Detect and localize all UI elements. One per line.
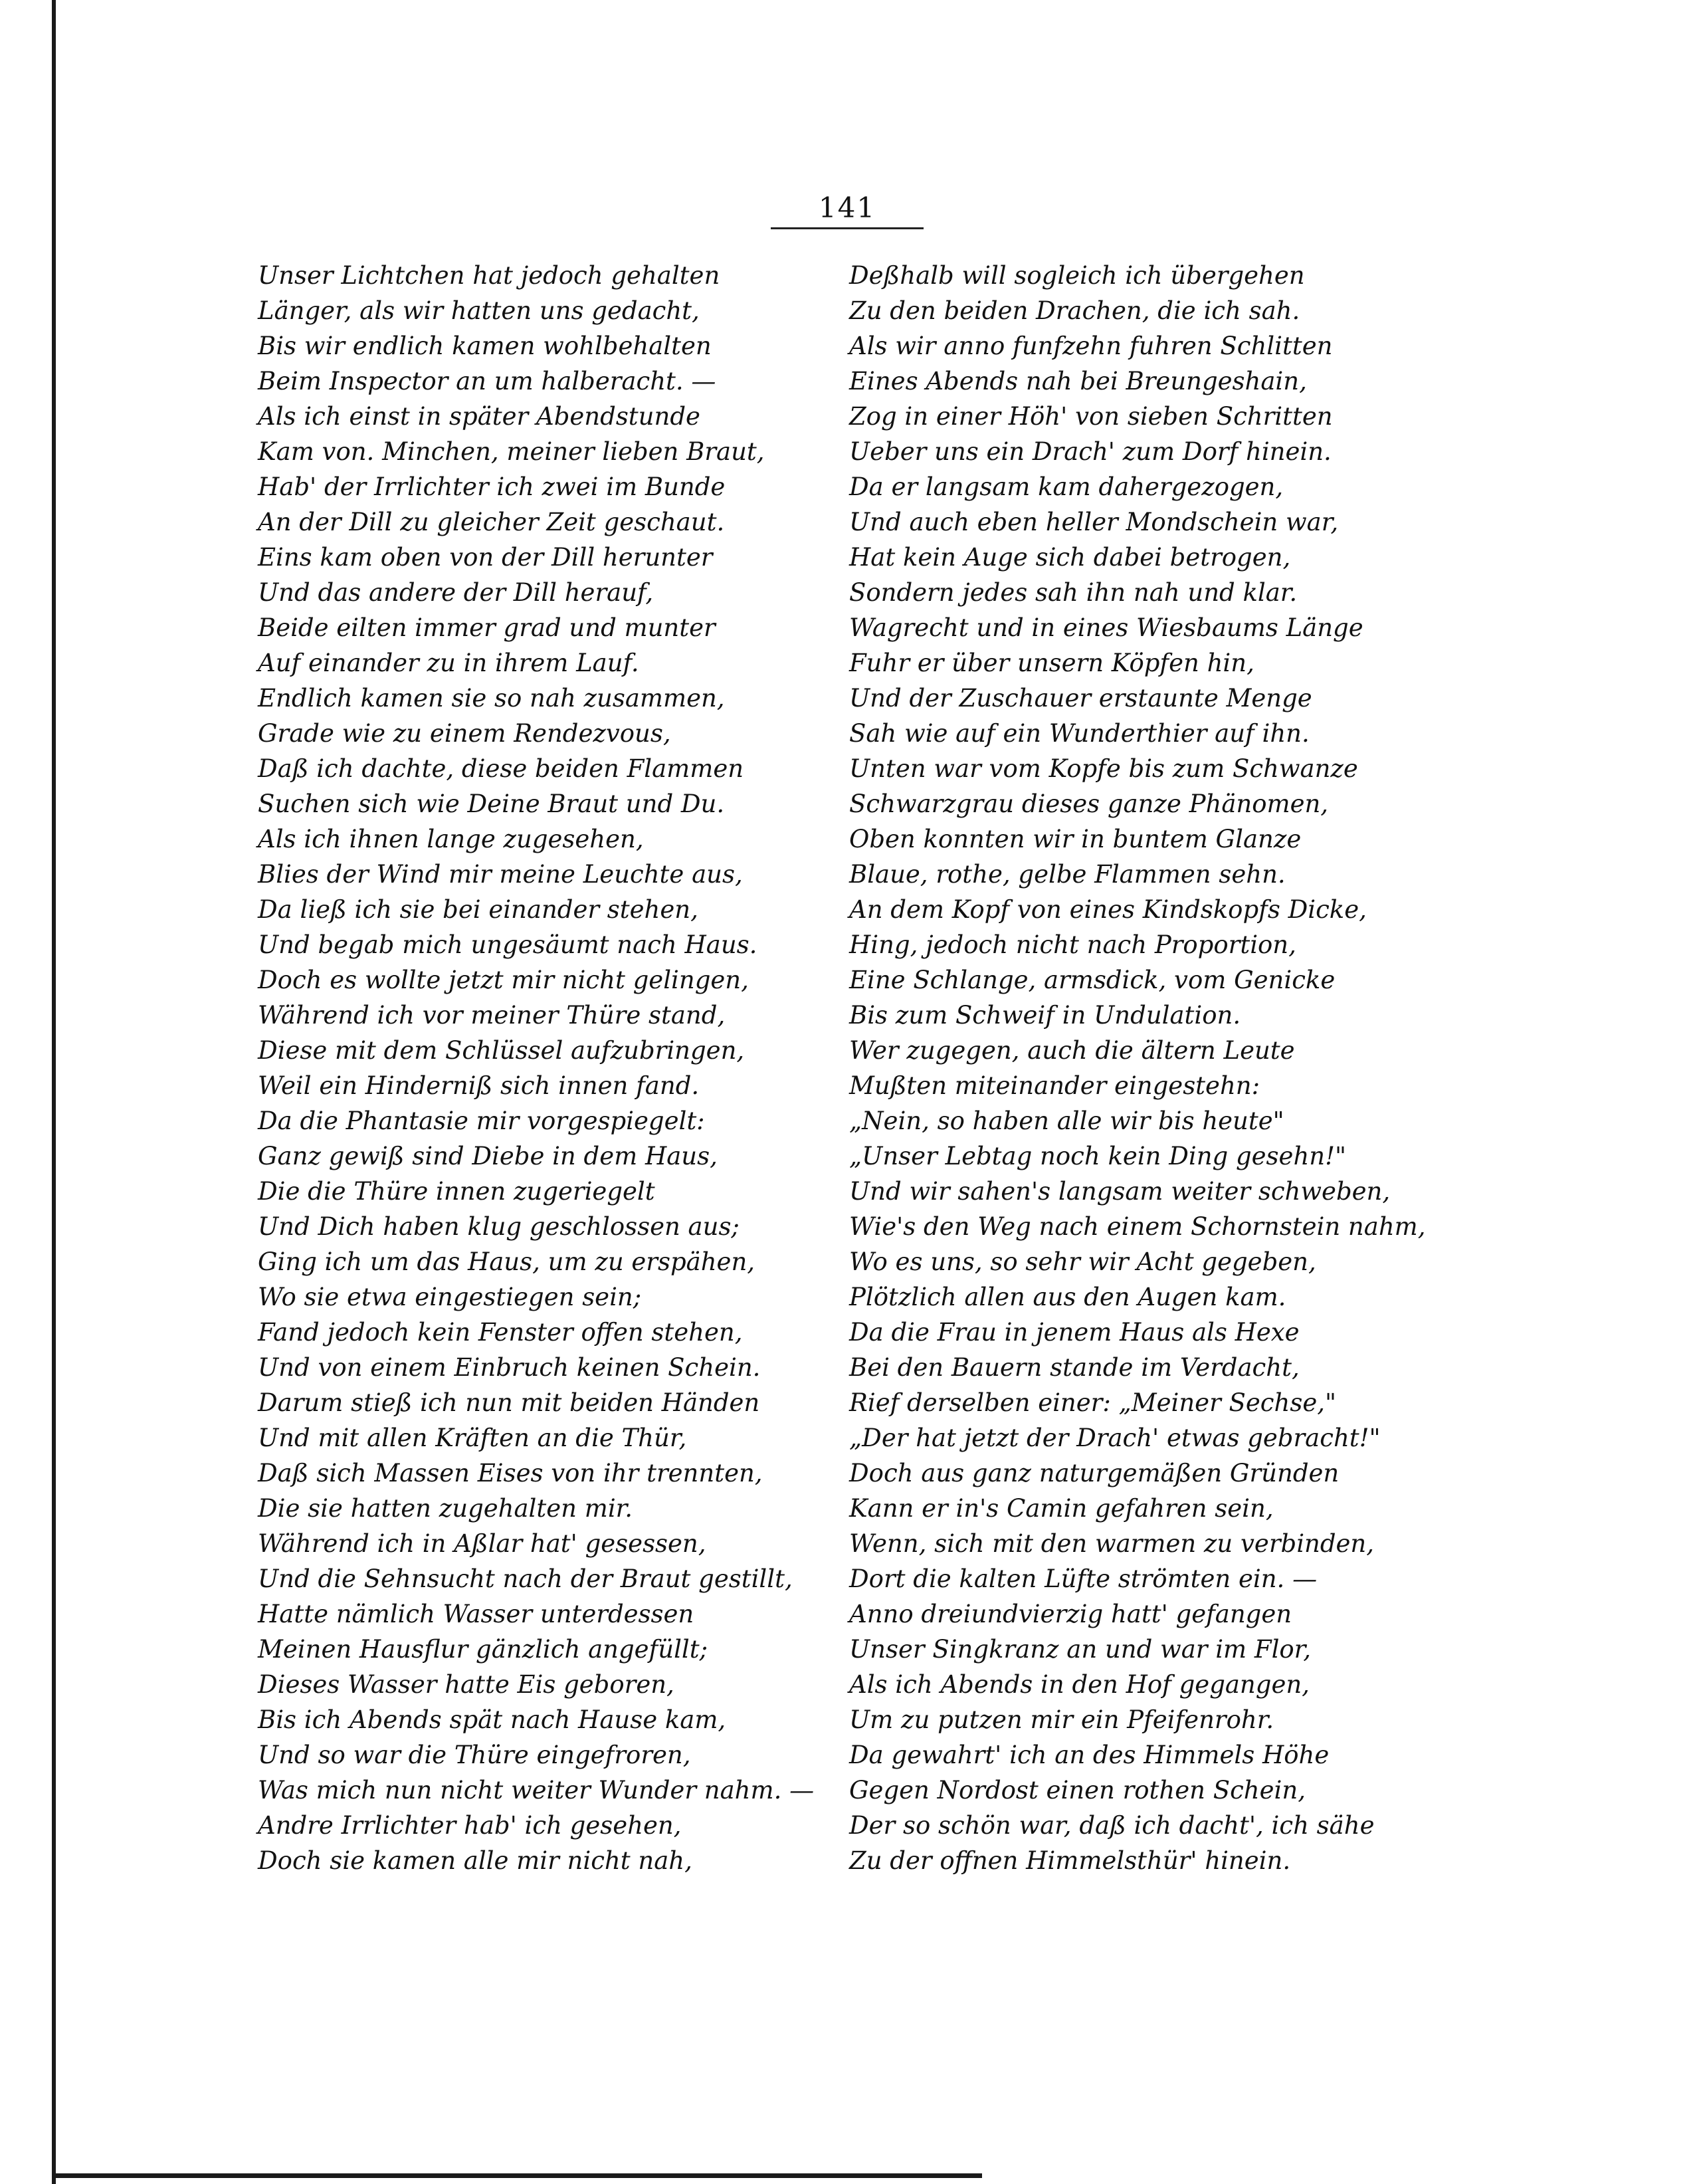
verse-line: Beim Inspector an um halberacht. —	[258, 367, 716, 395]
verse-line: Und begab mich ungesäumt nach Haus.	[258, 930, 757, 959]
verse-line: Weil ein Hinderniß sich innen fand.	[258, 1071, 700, 1100]
verse-line: Als ich ihnen lange zugesehen,	[258, 825, 644, 853]
verse-line: Eine Schlange, armsdick, vom Genicke	[849, 966, 1336, 994]
verse-line: Deßhalb will sogleich ich übergehen	[849, 261, 1305, 290]
verse-line: Hatte nämlich Wasser unterdessen	[258, 1600, 694, 1628]
verse-line: Anno dreiundvierzig hatt' gefangen	[849, 1600, 1292, 1628]
verse-line: Wer zugegen, auch die ältern Leute	[849, 1036, 1295, 1065]
verse-line: Daß sich Massen Eises von ihr trennten,	[258, 1459, 763, 1487]
verse-line: Fand jedoch kein Fenster offen stehen,	[258, 1318, 743, 1347]
verse-line: Länger, als wir hatten uns gedacht,	[258, 296, 700, 325]
verse-line: Diese mit dem Schlüssel aufzubringen,	[258, 1036, 745, 1065]
verse-line: Und auch eben heller Mondschein war,	[849, 508, 1339, 536]
verse-line: Als ich Abends in den Hof gegangen,	[849, 1670, 1310, 1699]
verse-line: Beide eilten immer grad und munter	[258, 613, 716, 642]
verse-line: Unten war vom Kopfe bis zum Schwanze	[849, 754, 1358, 783]
verse-line: Suchen sich wie Deine Braut und Du.	[258, 790, 725, 818]
verse-line: Plötzlich allen aus den Augen kam.	[849, 1283, 1286, 1311]
verse-line: Daß ich dachte, diese beiden Flammen	[258, 754, 744, 783]
verse-line: Bis wir endlich kamen wohlbehalten	[258, 332, 712, 360]
page-bottom-edge-shadow	[52, 2173, 982, 2178]
verse-line: Und mit allen Kräften an die Thür,	[258, 1424, 687, 1452]
verse-line: Und der Zuschauer erstaunte Menge	[849, 684, 1312, 712]
verse-line: Doch es wollte jetzt mir nicht gelingen,	[258, 966, 749, 994]
poem-column-left	[258, 258, 829, 1878]
verse-line: Eines Abends nah bei Breungeshain,	[849, 367, 1307, 395]
verse-line: Um zu putzen mir ein Pfeifenrohr.	[849, 1705, 1274, 1734]
verse-line: Unser Singkranz an und war im Flor,	[849, 1635, 1312, 1664]
page-number: 141	[818, 191, 876, 224]
verse-line: Doch aus ganz naturgemäßen Gründen	[849, 1459, 1340, 1487]
verse-line: Wenn, sich mit den warmen zu verbinden,	[849, 1529, 1375, 1558]
verse-line: An dem Kopf von eines Kindskopfs Dicke,	[849, 895, 1367, 924]
verse-line: Auf einander zu in ihrem Lauf.	[258, 649, 639, 677]
verse-line: Darum stieß ich nun mit beiden Händen	[258, 1388, 760, 1417]
verse-line: Mußten miteinander eingestehn:	[849, 1071, 1260, 1100]
verse-line: Ganz gewiß sind Diebe in dem Haus,	[258, 1142, 718, 1170]
verse-line: Wo es uns, so sehr wir Acht gegeben,	[849, 1248, 1316, 1276]
verse-line: Da gewahrt' ich an des Himmels Höhe	[849, 1741, 1330, 1769]
verse-line: Dieses Wasser hatte Eis geboren,	[258, 1670, 674, 1699]
verse-line: Hing, jedoch nicht nach Proportion,	[849, 930, 1296, 959]
page-left-edge-shadow	[52, 0, 56, 2184]
verse-line: Sah wie auf ein Wunderthier auf ihn.	[849, 719, 1310, 748]
verse-line: Oben konnten wir in buntem Glanze	[849, 825, 1302, 853]
verse-line: Und von einem Einbruch keinen Schein.	[258, 1353, 761, 1382]
verse-line: Ging ich um das Haus, um zu erspähen,	[258, 1248, 755, 1276]
verse-line: Die die Thüre innen zugeriegelt	[258, 1177, 655, 1206]
verse-line: Endlich kamen sie so nah zusammen,	[258, 684, 725, 712]
verse-line: Gegen Nordost einen rothen Schein,	[849, 1776, 1306, 1804]
verse-line: Da er langsam kam dahergezogen,	[849, 473, 1284, 501]
verse-line: Und die Sehnsucht nach der Braut gestillt,	[258, 1565, 793, 1593]
verse-line: Fuhr er über unsern Köpfen hin,	[849, 649, 1254, 677]
verse-line: Andre Irrlichter hab' ich gesehen,	[258, 1811, 682, 1840]
verse-line: Da die Frau in jenem Haus als Hexe	[849, 1318, 1300, 1347]
verse-line: Bei den Bauern stande im Verdacht,	[849, 1353, 1300, 1382]
verse-line: Kann er in's Camin gefahren sein,	[849, 1494, 1274, 1523]
verse-line: Und so war die Thüre eingefroren,	[258, 1741, 691, 1769]
verse-line: „Der hat jetzt der Drach' etwas gebracht!"	[849, 1424, 1381, 1452]
verse-line: Wagrecht und in eines Wiesbaums Länge	[849, 613, 1363, 642]
verse-line: Bis ich Abends spät nach Hause kam,	[258, 1705, 726, 1734]
verse-line: Hab' der Irrlichter ich zwei im Bunde	[258, 473, 726, 501]
verse-line: Und wir sahen's langsam weiter schweben,	[849, 1177, 1391, 1206]
page-number-rule	[771, 227, 924, 229]
verse-line: Bis zum Schweif in Undulation.	[849, 1001, 1241, 1030]
verse-line: Die sie hatten zugehalten mir.	[258, 1494, 633, 1523]
verse-line: Da ließ ich sie bei einander stehen,	[258, 895, 698, 924]
verse-line: Und Dich haben klug geschlossen aus;	[258, 1212, 740, 1241]
verse-line: Sondern jedes sah ihn nah und klar.	[849, 578, 1298, 607]
page-header	[771, 191, 924, 229]
verse-line: Während ich vor meiner Thüre stand,	[258, 1001, 726, 1030]
verse-line: An der Dill zu gleicher Zeit geschaut.	[258, 508, 725, 536]
verse-line: Zu der offnen Himmelsthür' hinein.	[849, 1846, 1291, 1875]
verse-line: Während ich in Aßlar hat' gesessen,	[258, 1529, 706, 1558]
verse-line: Dort die kalten Lüfte strömten ein. —	[849, 1565, 1318, 1593]
verse-line: Blies der Wind mir meine Leuchte aus,	[258, 860, 743, 889]
verse-line: Hat kein Auge sich dabei betrogen,	[849, 543, 1291, 572]
verse-line: Eins kam oben von der Dill herunter	[258, 543, 713, 572]
verse-line: Blaue, rothe, gelbe Flammen sehn.	[849, 860, 1286, 889]
verse-line: Wo sie etwa eingestiegen sein;	[258, 1283, 642, 1311]
verse-line: Rief derselben einer: „Meiner Sechse,"	[849, 1388, 1336, 1417]
verse-line: Da die Phantasie mir vorgespiegelt:	[258, 1107, 705, 1135]
verse-line: Was mich nun nicht weiter Wunder nahm. —	[258, 1776, 815, 1804]
verse-line: Als wir anno funfzehn fuhren Schlitten	[849, 332, 1333, 360]
verse-line: Ueber uns ein Drach' zum Dorf hinein.	[849, 437, 1332, 466]
verse-line: Zu den beiden Drachen, die ich sah.	[849, 296, 1300, 325]
verse-line: Als ich einst in später Abendstunde	[258, 402, 700, 431]
verse-line: Zog in einer Höh' von sieben Schritten	[849, 402, 1333, 431]
verse-line: Kam von. Minchen, meiner lieben Braut,	[258, 437, 765, 466]
verse-line: Schwarzgrau dieses ganze Phänomen,	[849, 790, 1329, 818]
verse-line: Grade wie zu einem Rendezvous,	[258, 719, 671, 748]
verse-line: Doch sie kamen alle mir nicht nah,	[258, 1846, 692, 1875]
verse-line: „Unser Lebtag noch kein Ding gesehn!"	[849, 1142, 1346, 1170]
verse-line: Wie's den Weg nach einem Schornstein nahm,	[849, 1212, 1426, 1241]
verse-line: „Nein, so haben alle wir bis heute"	[849, 1107, 1284, 1135]
verse-line: Und das andere der Dill herauf,	[258, 578, 654, 607]
verse-line: Unser Lichtchen hat jedoch gehalten	[258, 261, 720, 290]
poem-column-right	[849, 258, 1447, 1878]
verse-line: Der so schön war, daß ich dacht', ich sähe	[849, 1811, 1375, 1840]
verse-line: Meinen Hausflur gänzlich angefüllt;	[258, 1635, 708, 1664]
